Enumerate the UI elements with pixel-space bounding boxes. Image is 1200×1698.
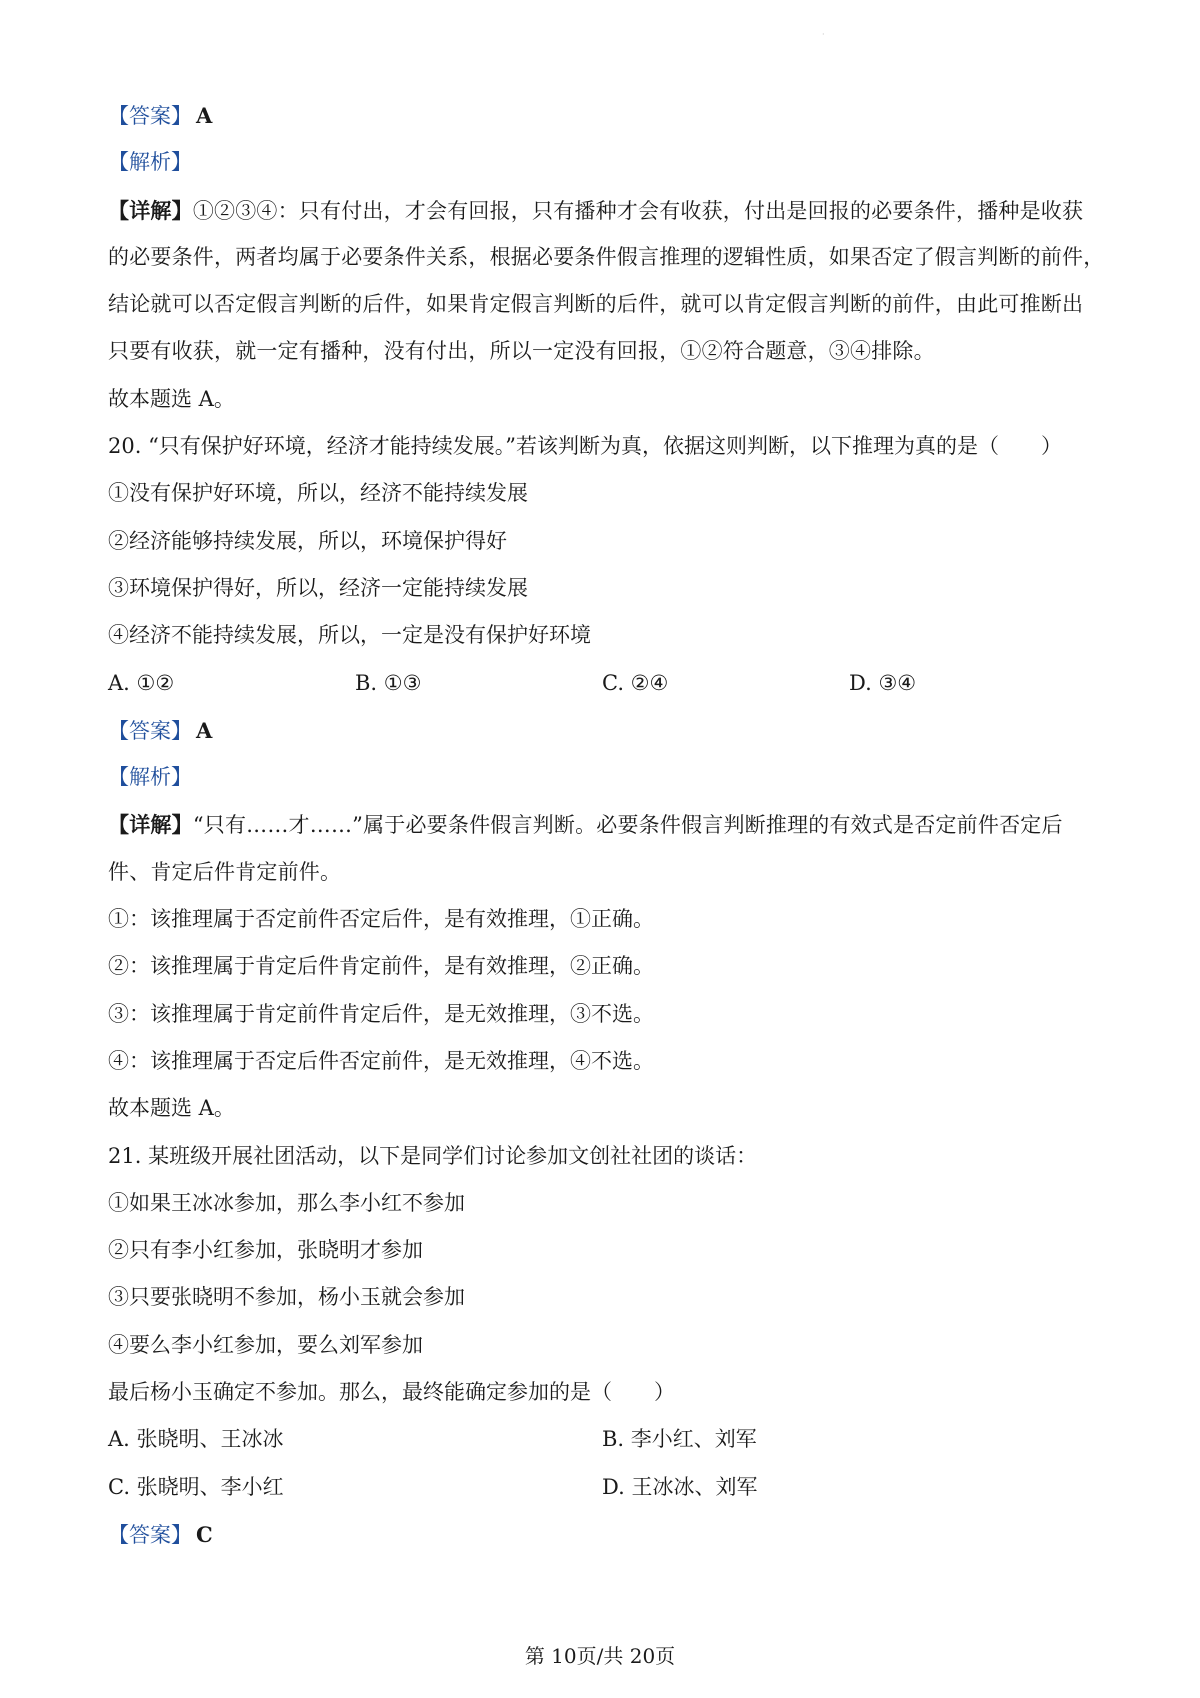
detail-tag: 【详解】 bbox=[108, 197, 193, 223]
answer-value: A bbox=[196, 103, 213, 128]
q21-question: 最后杨小玉确定不参加。那么，最终能确定参加的是（ ） bbox=[108, 1380, 675, 1405]
answer-value: A bbox=[196, 717, 213, 743]
q21-statement-2: ②只有李小红参加，张晓明才参加 bbox=[108, 1238, 423, 1263]
q20-option-c: C. ②④ bbox=[602, 670, 669, 695]
q20-statement-3: ③环境保护得好，所以，经济一定能持续发展 bbox=[108, 575, 528, 600]
q21-options-row-1 bbox=[108, 1416, 1108, 1463]
q20-detail-line-2: 件、肯定后件肯定前件。 bbox=[108, 859, 342, 884]
q20-item-4: ④：该推理属于否定后件否定前件，是无效推理，④不选。 bbox=[108, 1048, 654, 1073]
q20-analysis-heading bbox=[108, 754, 1108, 801]
q21-option-d: D. 王冰冰、刘军 bbox=[602, 1474, 758, 1499]
q19-analysis-heading bbox=[108, 139, 1108, 186]
q20-item-3: ③：该推理属于肯定前件肯定后件，是无效推理，③不选。 bbox=[108, 1001, 654, 1026]
q19-answer bbox=[108, 92, 1108, 139]
q20-item-2: ②：该推理属于肯定后件肯定前件，是有效推理，②正确。 bbox=[108, 954, 654, 979]
q19-detail-line-2: 的必要条件，两者均属于必要条件关系，根据必要条件假言推理的逻辑性质，如果否定了假言判断的前件， bbox=[108, 244, 1105, 269]
analysis-tag: 【解析】 bbox=[108, 765, 192, 790]
q20-option-a: A. ①② bbox=[108, 670, 175, 695]
q20-item-1: ①：该推理属于否定前件否定后件，是有效推理，①正确。 bbox=[108, 907, 654, 932]
q19-detail-line-1 bbox=[108, 187, 1108, 234]
q20-option-d: D. ③④ bbox=[849, 670, 917, 695]
q19-detail-line-4: 只要有收获，就一定有播种，没有付出，所以一定没有回报，①②符合题意，③④排除。 bbox=[108, 339, 935, 364]
q21-option-c: C. 张晓明、李小红 bbox=[108, 1474, 284, 1499]
q21-answer bbox=[108, 1511, 1108, 1558]
q21-option-a: A. 张晓明、王冰冰 bbox=[108, 1427, 284, 1452]
q21-statement-1: ①如果王冰冰参加，那么李小红不参加 bbox=[108, 1190, 465, 1215]
q21-stem: 21. 某班级开展社团活动，以下是同学们讨论参加文创社社团的谈话： bbox=[108, 1143, 758, 1168]
detail-text: “只有……才……”属于必要条件假言判断。必要条件假言判断推理的有效式是否定前件否定后 bbox=[192, 813, 1063, 838]
q20-conclusion: 故本题选 A。 bbox=[108, 1096, 235, 1121]
q20-statement-2: ②经济能够持续发展，所以，环境保护得好 bbox=[108, 528, 507, 553]
q20-detail-line-1 bbox=[108, 801, 1108, 848]
q19-detail-line-3: 结论就可以否定假言判断的后件，如果肯定假言判断的后件，就可以肯定假言判断的前件，由此可推断出 bbox=[108, 292, 1084, 317]
q20-statement-4: ④经济不能持续发展，所以，一定是没有保护好环境 bbox=[108, 623, 591, 648]
q21-options-row-2 bbox=[108, 1464, 1108, 1511]
answer-value: C bbox=[196, 1521, 213, 1547]
scan-mark: · bbox=[822, 30, 825, 39]
page-content bbox=[108, 92, 1108, 1558]
page-footer: 第 10页/共 20页 bbox=[524, 1644, 676, 1668]
q21-statement-4: ④要么李小红参加，要么刘军参加 bbox=[108, 1332, 423, 1357]
q21-option-b: B. 李小红、刘军 bbox=[602, 1427, 757, 1452]
q21-statement-3: ③只要张晓明不参加，杨小玉就会参加 bbox=[108, 1285, 465, 1310]
answer-tag: 【答案】 bbox=[108, 104, 192, 128]
q20-option-b: B. ①③ bbox=[355, 670, 422, 695]
q20-answer bbox=[108, 707, 1108, 754]
q20-options bbox=[108, 660, 1108, 707]
q20-stem: 20. “只有保护好环境，经济才能持续发展。”若该判断为真，依据这则判断，以下推理为真的是（ ） bbox=[108, 434, 1063, 459]
answer-tag: 【答案】 bbox=[108, 718, 192, 743]
q20-statement-1: ①没有保护好环境，所以，经济不能持续发展 bbox=[108, 481, 528, 506]
q19-conclusion: 故本题选 A。 bbox=[108, 386, 235, 411]
analysis-tag: 【解析】 bbox=[108, 150, 192, 175]
detail-text: ①②③④：只有付出，才会有回报，只有播种才会有收获，付出是回报的必要条件，播种是收获 bbox=[192, 198, 1084, 223]
detail-tag: 【详解】 bbox=[108, 812, 193, 838]
answer-tag: 【答案】 bbox=[108, 1522, 192, 1547]
